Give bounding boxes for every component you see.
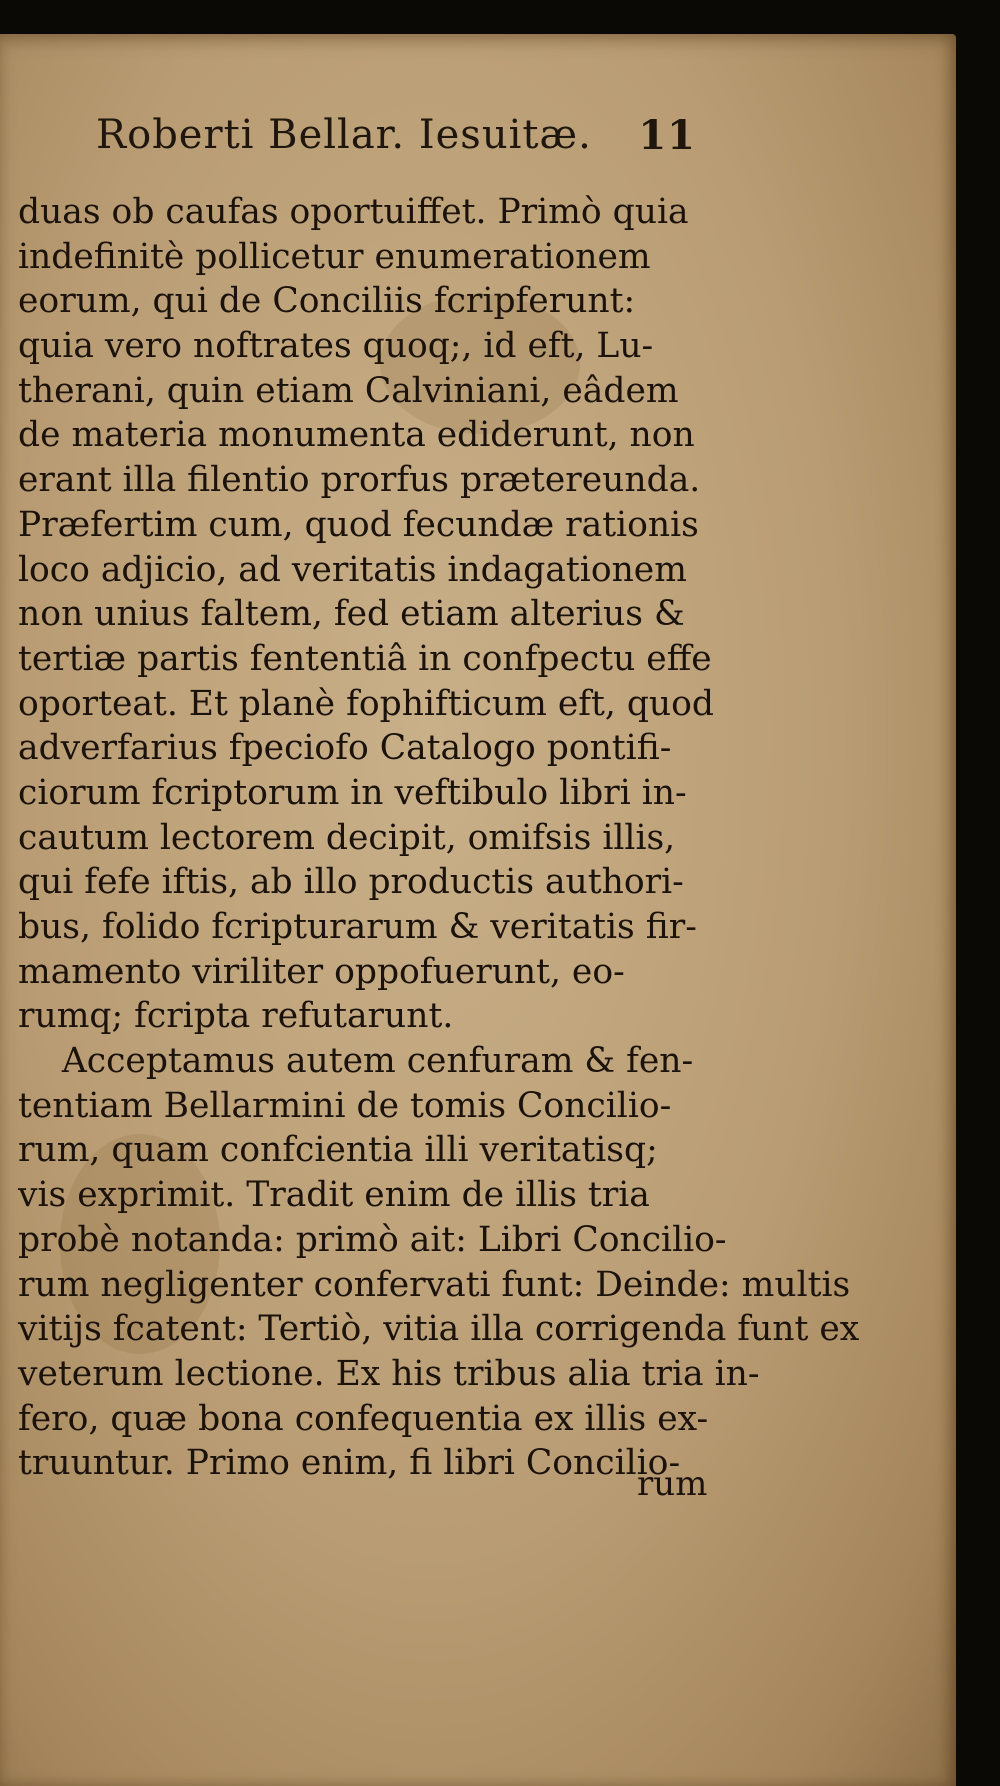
text-line: adverfarius fpeciofo Catalogo pontifi-: [18, 728, 672, 769]
text-line: fero, quæ bona confequentia ex illis ex-: [18, 1398, 709, 1439]
header-title: Roberti Bellar. Iesuitæ.: [96, 112, 592, 158]
running-header: [96, 112, 696, 172]
text-line: Præfertim cum, quod fecundæ rationis: [18, 504, 699, 545]
text-line: tentiam Bellarmini de tomis Concilio-: [18, 1085, 672, 1126]
page-number: 11: [638, 112, 696, 159]
text-line: bus, folido fcripturarum & veritatis fir-: [18, 907, 697, 947]
text-line: Acceptamus autem cenfuram & fen-: [18, 1041, 694, 1082]
text-line: vitijs fcatent: Tertiò, vitia illa corrigenda funt ex: [18, 1309, 860, 1350]
text-line: oporteat. Et planè fophifticum eft, quod: [18, 683, 714, 724]
text-line: truuntur. Primo enim, fi libri Concilio-: [18, 1443, 681, 1484]
text-line: vis exprimit. Tradit enim de illis tria: [18, 1175, 650, 1216]
text-line: ciorum fcriptorum in veftibulo libri in-: [18, 772, 687, 813]
text-line: rum, quam confcientia illi veritatisq;: [18, 1130, 658, 1171]
text-line: rumq; fcripta refutarunt.: [18, 996, 454, 1037]
text-line: mamento viriliter oppofuerunt, eo-: [18, 951, 625, 992]
text-line: loco adjicio, ad veritatis indagationem: [18, 549, 687, 590]
text-line: qui fefe iftis, ab illo productis authori-: [18, 862, 684, 903]
text-line: veterum lectione. Ex his tribus alia tria in-: [18, 1353, 760, 1394]
text-line: indefinitè pollicetur enumerationem: [18, 236, 651, 277]
body-text: [18, 190, 860, 1486]
text-line: tertiæ partis fententiâ in confpectu effe: [18, 638, 712, 679]
text-line: eorum, qui de Conciliis fcripferunt:: [18, 281, 636, 322]
text-line: erant illa filentio prorfus prætereunda.: [18, 460, 701, 501]
text-line: duas ob caufas oportuiffet. Primò quia: [18, 192, 689, 232]
text-line: de materia monumenta ediderunt, non: [18, 415, 695, 456]
text-line: quia vero noftrates quoq;, id eft, Lu-: [18, 326, 654, 367]
text-line: cautum lectorem decipit, omifsis illis,: [18, 817, 676, 858]
text-line: therani, quin etiam Calviniani, eâdem: [18, 370, 679, 411]
text-line: probè notanda: primò ait: Libri Concilio-: [18, 1219, 727, 1260]
text-line: rum negligenter confervati funt: Deinde: multis: [18, 1264, 851, 1305]
text-line: non unius faltem, fed etiam alterius &: [18, 594, 685, 635]
catchword: rum: [637, 1464, 708, 1504]
